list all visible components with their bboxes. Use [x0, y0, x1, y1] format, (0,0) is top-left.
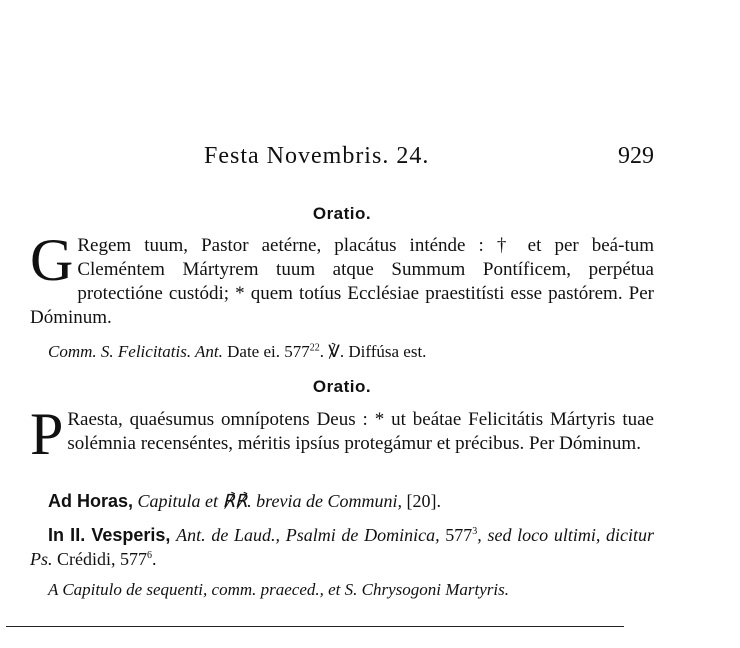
oratio-text-1: Regem tuum, Pastor aetérne, placátus inténde : † et per beá-tum Cleméntem Mártyrem tuum atque Summum Pontíficem, perpétua protectióne custódi; * quem totíus Ecclésiae praestitísti esse pastórem. Per Dóminum. — [30, 235, 654, 328]
comm-sup: 22 — [309, 342, 320, 354]
oratio-heading-1: Oratio. — [312, 204, 372, 223]
oratio-text-2: Raesta, quaésumus omnípotens Deus : * ut beátae Felicitátis Mártyris tuae solémnia recenséntes, méritis ipsíus protegámur et précibus. Per Dóminum. — [67, 409, 654, 454]
ad-horas-tail: [20]. — [406, 491, 441, 511]
vespers-sup-1: 3 — [472, 526, 478, 537]
comm-text: Date ei. 577 — [227, 342, 310, 361]
vespers-label: In II. Vesperis, — [48, 525, 171, 545]
vespers-italic-1: Ant. de Laud., Psalmi de Dominica, — [176, 525, 440, 545]
running-title: Festa Novembris. 24. — [204, 143, 430, 169]
ad-horas-rubric — [48, 489, 654, 513]
vespers-sup-2: 6 — [147, 550, 152, 561]
vespers-num-1: 577 — [445, 525, 473, 545]
page-number: 929 — [618, 143, 654, 169]
breviary-page — [30, 0, 654, 648]
ad-horas-label: Ad Horas, — [48, 491, 134, 511]
vespers-rubric — [30, 523, 654, 571]
dropcap-g: G — [30, 227, 74, 293]
comm-lead: Comm. S. Felicitatis. Ant. — [48, 342, 223, 361]
oratio-paragraph-1 — [30, 227, 654, 330]
ad-horas-italic: Capitula et ℟℟. brevia de Communi, — [137, 491, 402, 511]
dropcap-p: P — [30, 401, 64, 467]
running-head — [30, 143, 654, 175]
footer-rule — [6, 626, 624, 627]
commemoration-felicitatis — [48, 341, 654, 363]
final-rubric: A Capitulo de sequenti, comm. praeced., et S. Chrysogoni Martyris. — [48, 580, 509, 599]
vespers-italic-2: , sed loco ultimi, dicitur Ps. — [30, 525, 655, 569]
vespers-end: . — [152, 549, 157, 569]
vespers-tail: Crédidi, 577 — [57, 549, 147, 569]
comm-tail: . ℣. Diffúsa est. — [319, 342, 427, 361]
oratio-paragraph-2 — [30, 401, 654, 467]
oratio-heading-2: Oratio. — [312, 377, 372, 396]
